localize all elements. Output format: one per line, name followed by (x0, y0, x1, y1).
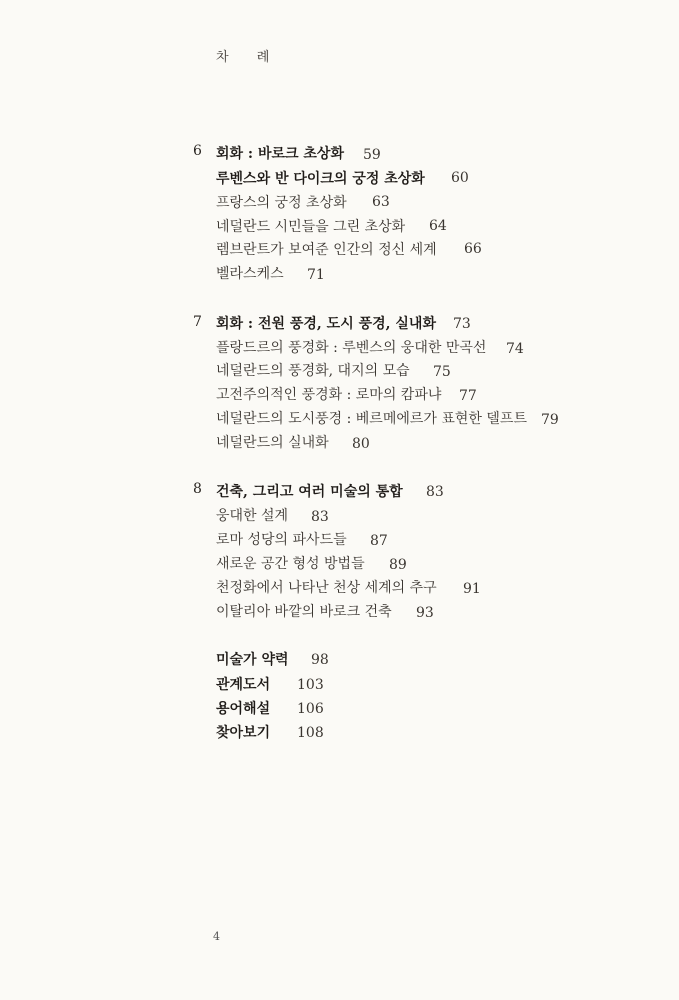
toc-entry: 루벤스와 반 다이크의 궁정 초상화 (216, 171, 425, 187)
toc-entry: 네덜란드 시민들을 그린 초상화 (216, 219, 406, 235)
back-matter-entry: 찾아보기 (216, 725, 271, 741)
back-matter-page: 98 (311, 652, 329, 668)
toc-entry-page: 75 (433, 364, 451, 380)
page-number: 4 (213, 930, 220, 943)
toc-entry: 로마 성당의 파사드들 (216, 532, 347, 548)
toc-entry: 플랑드르의 풍경화 : 루벤스의 웅대한 만곡선 (216, 340, 487, 356)
toc-entry: 네덜란드의 풍경화, 대지의 모습 (216, 363, 410, 379)
chapter-number: 6 (193, 143, 202, 159)
toc-entry: 웅대한 설계 (216, 508, 289, 524)
toc-entry-page: 71 (307, 267, 325, 283)
back-matter-page: 106 (297, 701, 324, 717)
toc-entry-page: 79 (541, 412, 559, 428)
chapter-title: 회화 : 바로크 초상화 (216, 146, 344, 162)
toc-entry: 고전주의적인 풍경화 : 로마의 캄파냐 (216, 387, 442, 403)
back-matter-page: 108 (297, 725, 324, 741)
toc-entry-page: 74 (506, 341, 524, 357)
toc-entry-page: 64 (429, 218, 447, 234)
toc-entry-page: 77 (459, 388, 477, 404)
back-matter-page: 103 (297, 677, 324, 693)
chapter-title: 건축, 그리고 여러 미술의 통합 (216, 484, 403, 500)
toc-entry: 이탈리아 바깥의 바로크 건축 (216, 604, 392, 620)
toc-entry-page: 60 (451, 170, 469, 186)
chapter-page: 73 (453, 316, 471, 332)
chapter-page: 83 (426, 484, 444, 500)
toc-entry: 네덜란드의 실내화 (216, 435, 329, 451)
chapter-number: 7 (193, 314, 202, 330)
toc-entry-page: 66 (464, 241, 482, 257)
toc-entry: 프랑스의 궁정 초상화 (216, 195, 347, 211)
toc-entry-page: 87 (370, 533, 388, 549)
toc-entry-page: 89 (389, 557, 407, 573)
toc-entry: 벨라스케스 (216, 266, 284, 282)
toc-entry: 렘브란트가 보여준 인간의 정신 세계 (216, 242, 437, 258)
toc-entry-page: 93 (416, 605, 434, 621)
toc-entry: 네덜란드의 도시풍경 : 베르메에르가 표현한 델프트 (216, 411, 527, 427)
back-matter-entry: 관계도서 (216, 677, 271, 693)
back-matter-entry: 미술가 약력 (216, 652, 289, 668)
toc-entry: 천정화에서 나타난 천상 세계의 추구 (216, 580, 437, 596)
back-matter-entry: 용어해설 (216, 701, 271, 717)
toc-entry-page: 63 (372, 194, 390, 210)
toc-entry-page: 80 (352, 436, 370, 452)
chapter-title: 회화 : 전원 풍경, 도시 풍경, 실내화 (216, 316, 436, 332)
chapter-page: 59 (363, 147, 381, 163)
toc-entry-page: 83 (311, 509, 329, 525)
toc-heading: 차 례 (216, 50, 282, 65)
toc-entry: 새로운 공간 형성 방법들 (216, 556, 365, 572)
chapter-number: 8 (193, 481, 202, 497)
toc-entry-page: 91 (463, 581, 481, 597)
